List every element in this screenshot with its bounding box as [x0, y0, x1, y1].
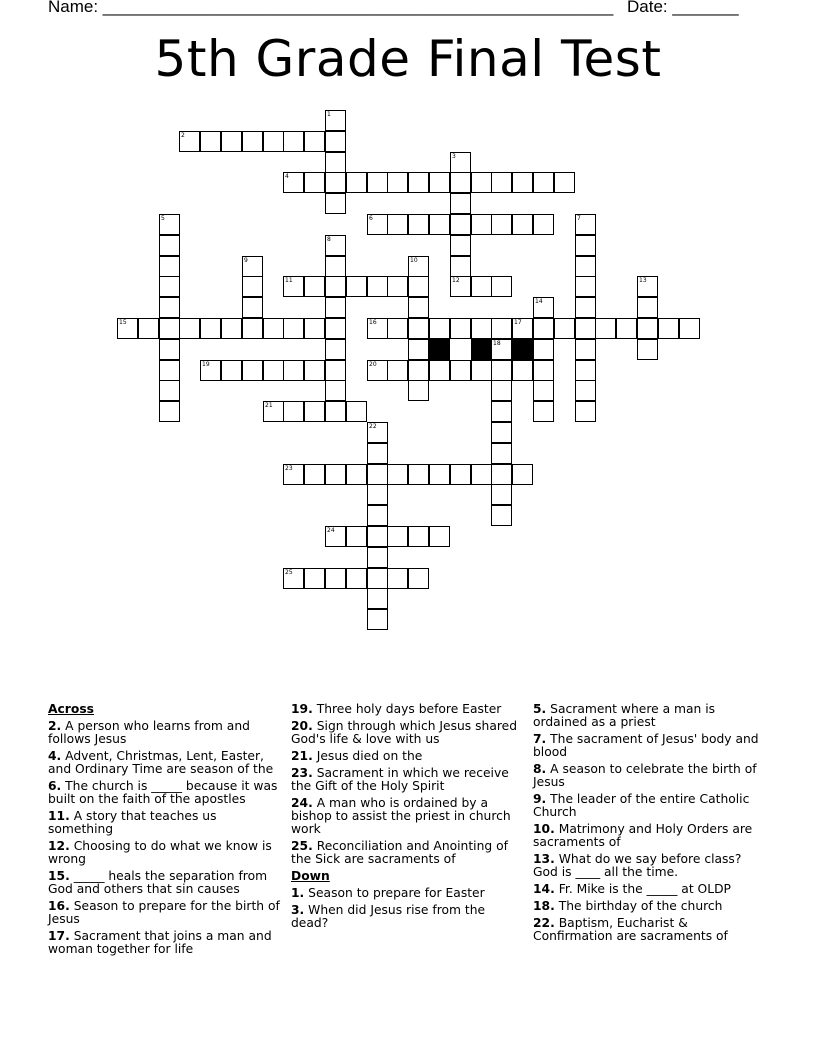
across-heading: Across — [48, 702, 94, 716]
grid-cell[interactable] — [325, 131, 346, 152]
grid-cell[interactable] — [367, 464, 388, 485]
grid-cell-number: 25 — [285, 569, 293, 576]
grid-cell-number: 12 — [452, 277, 460, 284]
grid-cell-number: 11 — [285, 277, 293, 284]
grid-cell[interactable] — [367, 505, 388, 526]
clue-across-19: 19. Three holy days before Easter — [291, 702, 502, 716]
grid-cell[interactable] — [429, 464, 450, 485]
grid-cell[interactable] — [387, 214, 408, 235]
grid-cell[interactable] — [408, 297, 429, 318]
clue-down-5: 5. Sacrament where a man is ordained as a priest — [533, 702, 716, 729]
grid-cell[interactable] — [533, 172, 554, 193]
grid-cell[interactable] — [429, 318, 450, 339]
clue-down-13: 13. What do we say before class? God is ____ all the time. — [533, 852, 742, 879]
grid-cell[interactable] — [637, 297, 658, 318]
grid-cell[interactable] — [283, 318, 304, 339]
grid-cell[interactable] — [575, 380, 596, 401]
grid-cell[interactable] — [367, 276, 388, 297]
grid-cell[interactable] — [179, 131, 200, 152]
grid-cell-number: 1 — [327, 111, 331, 118]
grid-cell[interactable] — [346, 276, 367, 297]
clue-down-10: 10. Matrimony and Holy Orders are sacraments of — [533, 822, 753, 849]
grid-cell[interactable] — [325, 235, 346, 256]
clue-across-12: 12. Choosing to do what we know is wrong — [48, 839, 272, 866]
grid-cell-black — [512, 339, 533, 360]
grid-cell-number: 14 — [535, 298, 543, 305]
grid-cell[interactable] — [387, 464, 408, 485]
grid-cell[interactable] — [512, 464, 533, 485]
grid-cell[interactable] — [263, 401, 284, 422]
grid-cell[interactable] — [533, 214, 554, 235]
grid-cell[interactable] — [575, 339, 596, 360]
grid-cell[interactable] — [387, 568, 408, 589]
grid-cell[interactable] — [408, 276, 429, 297]
grid-cell[interactable] — [304, 464, 325, 485]
grid-cell-number: 18 — [493, 340, 501, 347]
grid-cell[interactable] — [242, 318, 263, 339]
grid-cell[interactable] — [367, 568, 388, 589]
clue-across-2: 2. A person who learns from and follows Jesus — [48, 719, 250, 746]
grid-cell[interactable] — [304, 568, 325, 589]
grid-cell-number: 9 — [244, 257, 248, 264]
grid-cell[interactable] — [450, 276, 471, 297]
grid-cell[interactable] — [491, 505, 512, 526]
grid-cell[interactable] — [512, 360, 533, 381]
grid-cell[interactable] — [367, 172, 388, 193]
grid-cell[interactable] — [450, 152, 471, 173]
grid-cell[interactable] — [304, 360, 325, 381]
grid-cell[interactable] — [429, 360, 450, 381]
grid-cell[interactable] — [408, 380, 429, 401]
down-heading: Down — [291, 869, 330, 883]
grid-cell[interactable] — [367, 360, 388, 381]
grid-cell[interactable] — [491, 318, 512, 339]
clue-across-23: 23. Sacrament in which we receive the Gift of the Holy Spirit — [291, 766, 509, 793]
grid-cell-number: 21 — [265, 402, 273, 409]
grid-cell[interactable] — [491, 214, 512, 235]
grid-cell[interactable] — [387, 360, 408, 381]
clue-across-16: 16. Season to prepare for the birth of Jesus — [48, 899, 280, 926]
grid-cell[interactable] — [325, 297, 346, 318]
grid-cell-number: 22 — [369, 423, 377, 430]
grid-cell[interactable] — [491, 422, 512, 443]
grid-cell[interactable] — [325, 568, 346, 589]
grid-cell[interactable] — [533, 380, 554, 401]
grid-cell[interactable] — [429, 214, 450, 235]
grid-cell[interactable] — [429, 526, 450, 547]
grid-cell[interactable] — [304, 401, 325, 422]
grid-cell[interactable] — [450, 172, 471, 193]
grid-cell[interactable] — [637, 276, 658, 297]
grid-cell[interactable] — [283, 401, 304, 422]
grid-cell[interactable] — [304, 318, 325, 339]
grid-cell[interactable] — [450, 214, 471, 235]
grid-cell[interactable] — [325, 193, 346, 214]
grid-cell[interactable] — [575, 235, 596, 256]
grid-cell[interactable] — [325, 152, 346, 173]
clue-down-1: 1. Season to prepare for Easter — [291, 886, 485, 900]
grid-cell[interactable] — [408, 360, 429, 381]
name-line: Name: ______________________________________________________ — [48, 0, 614, 16]
grid-cell[interactable] — [512, 318, 533, 339]
grid-cell[interactable] — [200, 131, 221, 152]
grid-cell[interactable] — [346, 464, 367, 485]
clues-column-3 — [533, 700, 765, 943]
grid-cell[interactable] — [325, 172, 346, 193]
grid-cell[interactable] — [408, 526, 429, 547]
grid-cell-number: 17 — [514, 319, 522, 326]
date-line: Date: _______ — [627, 0, 739, 16]
grid-cell[interactable] — [325, 526, 346, 547]
grid-cell[interactable] — [242, 360, 263, 381]
grid-cell[interactable] — [367, 526, 388, 547]
grid-cell-number: 5 — [161, 215, 165, 222]
grid-cell[interactable] — [387, 318, 408, 339]
grid-cell[interactable] — [117, 318, 138, 339]
grid-cell[interactable] — [242, 256, 263, 277]
grid-cell[interactable] — [533, 339, 554, 360]
clue-across-17: 17. Sacrament that joins a man and woman together for life — [48, 929, 272, 956]
grid-cell[interactable] — [263, 360, 284, 381]
grid-cell[interactable] — [346, 568, 367, 589]
grid-cell[interactable] — [491, 276, 512, 297]
grid-cell[interactable] — [367, 443, 388, 464]
grid-cell-number: 3 — [452, 153, 456, 160]
clue-across-21: 21. Jesus died on the — [291, 749, 423, 763]
grid-cell-number: 20 — [369, 361, 377, 368]
grid-cell[interactable] — [491, 172, 512, 193]
grid-cell[interactable] — [325, 401, 346, 422]
grid-cell[interactable] — [325, 318, 346, 339]
grid-cell[interactable] — [491, 380, 512, 401]
grid-cell[interactable] — [575, 318, 596, 339]
grid-cell[interactable] — [263, 318, 284, 339]
grid-cell-number: 19 — [202, 361, 210, 368]
grid-cell[interactable] — [533, 360, 554, 381]
grid-cell[interactable] — [283, 464, 304, 485]
clue-down-14: 14. Fr. Mike is the _____ at OLDP — [533, 882, 731, 896]
grid-cell[interactable] — [408, 256, 429, 277]
grid-cell[interactable] — [595, 318, 616, 339]
grid-cell[interactable] — [367, 484, 388, 505]
grid-cell[interactable] — [471, 464, 492, 485]
grid-cell[interactable] — [367, 214, 388, 235]
grid-cell[interactable] — [491, 464, 512, 485]
grid-cell[interactable] — [159, 256, 180, 277]
grid-cell[interactable] — [408, 339, 429, 360]
grid-cell[interactable] — [575, 214, 596, 235]
grid-cell[interactable] — [450, 318, 471, 339]
grid-cell[interactable] — [346, 172, 367, 193]
grid-cell[interactable] — [575, 360, 596, 381]
grid-cell[interactable] — [325, 360, 346, 381]
grid-cell[interactable] — [679, 318, 700, 339]
grid-cell[interactable] — [367, 609, 388, 630]
grid-cell[interactable] — [159, 360, 180, 381]
grid-cell[interactable] — [200, 360, 221, 381]
grid-cell[interactable] — [471, 360, 492, 381]
grid-cell[interactable] — [491, 484, 512, 505]
grid-cell[interactable] — [554, 172, 575, 193]
grid-cell[interactable] — [387, 172, 408, 193]
grid-cell[interactable] — [221, 318, 242, 339]
grid-cell[interactable] — [408, 318, 429, 339]
clue-down-9: 9. The leader of the entire Catholic Church — [533, 792, 750, 819]
grid-cell[interactable] — [325, 339, 346, 360]
grid-cell[interactable] — [346, 526, 367, 547]
grid-cell[interactable] — [471, 318, 492, 339]
grid-cell[interactable] — [533, 297, 554, 318]
grid-cell-number: 10 — [410, 257, 418, 264]
grid-cell[interactable] — [387, 526, 408, 547]
grid-cell[interactable] — [325, 464, 346, 485]
grid-cell[interactable] — [471, 276, 492, 297]
grid-cell-black — [471, 339, 492, 360]
grid-cell[interactable] — [159, 380, 180, 401]
grid-cell[interactable] — [491, 443, 512, 464]
grid-cell[interactable] — [283, 131, 304, 152]
clue-down-3: 3. When did Jesus rise from the dead? — [291, 903, 486, 930]
grid-cell-number: 15 — [119, 319, 127, 326]
grid-cell[interactable] — [367, 422, 388, 443]
grid-cell[interactable] — [325, 256, 346, 277]
grid-cell[interactable] — [159, 318, 180, 339]
grid-cell[interactable] — [304, 172, 325, 193]
grid-cell[interactable] — [283, 172, 304, 193]
grid-cell[interactable] — [159, 214, 180, 235]
grid-cell[interactable] — [637, 339, 658, 360]
grid-cell-number: 24 — [327, 527, 335, 534]
grid-cell-number: 7 — [577, 215, 581, 222]
grid-cell[interactable] — [221, 131, 242, 152]
grid-cell[interactable] — [325, 380, 346, 401]
grid-cell[interactable] — [533, 318, 554, 339]
grid-cell[interactable] — [242, 131, 263, 152]
grid-cell[interactable] — [159, 297, 180, 318]
grid-cell[interactable] — [450, 235, 471, 256]
grid-cell[interactable] — [575, 401, 596, 422]
grid-cell[interactable] — [367, 547, 388, 568]
grid-cell[interactable] — [575, 276, 596, 297]
grid-cell[interactable] — [242, 297, 263, 318]
grid-cell[interactable] — [450, 360, 471, 381]
grid-cell[interactable] — [387, 276, 408, 297]
grid-cell[interactable] — [408, 464, 429, 485]
grid-cell[interactable] — [283, 568, 304, 589]
grid-cell[interactable] — [179, 318, 200, 339]
grid-cell-number: 6 — [369, 215, 373, 222]
grid-cell[interactable] — [512, 214, 533, 235]
grid-cell[interactable] — [367, 588, 388, 609]
grid-cell[interactable] — [554, 318, 575, 339]
grid-cell[interactable] — [304, 131, 325, 152]
clue-down-22: 22. Baptism, Eucharist & Confirmation are sacraments of — [533, 916, 728, 943]
grid-cell[interactable] — [575, 297, 596, 318]
clue-across-20: 20. Sign through which Jesus shared God's life & love with us — [291, 719, 518, 746]
page-title: 5th Grade Final Test — [154, 30, 662, 88]
grid-cell[interactable] — [408, 568, 429, 589]
grid-cell[interactable] — [283, 276, 304, 297]
grid-cell-number: 4 — [285, 173, 289, 180]
grid-cell-black — [429, 339, 450, 360]
clue-across-4: 4. Advent, Christmas, Lent, Easter, and Ordinary Time are season of the — [48, 749, 274, 776]
clue-across-25: 25. Reconciliation and Anointing of the Sick are sacraments of — [291, 839, 508, 866]
grid-cell[interactable] — [325, 110, 346, 131]
clue-down-7: 7. The sacrament of Jesus' body and blood — [533, 732, 759, 759]
grid-cell[interactable] — [471, 172, 492, 193]
grid-cell[interactable] — [159, 339, 180, 360]
grid-cell[interactable] — [346, 401, 367, 422]
grid-cell[interactable] — [159, 401, 180, 422]
grid-cell[interactable] — [242, 276, 263, 297]
grid-cell[interactable] — [575, 256, 596, 277]
clue-down-8: 8. A season to celebrate the birth of Jesus — [533, 762, 757, 789]
clue-across-11: 11. A story that teaches us something — [48, 809, 217, 836]
grid-cell-number: 8 — [327, 236, 331, 243]
grid-cell-number: 2 — [181, 132, 185, 139]
grid-cell-number: 23 — [285, 465, 293, 472]
grid-cell[interactable] — [637, 318, 658, 339]
grid-cell[interactable] — [450, 193, 471, 214]
clues-column-1 — [48, 700, 280, 956]
grid-cell[interactable] — [283, 360, 304, 381]
clue-across-6: 6. The church is _____ because it was built on the faith of the apostles — [48, 779, 278, 806]
grid-cell-number: 13 — [639, 277, 647, 284]
grid-cell-number: 16 — [369, 319, 377, 326]
grid-cell[interactable] — [491, 360, 512, 381]
grid-cell[interactable] — [159, 276, 180, 297]
grid-cell[interactable] — [658, 318, 679, 339]
grid-cell[interactable] — [512, 172, 533, 193]
grid-cell[interactable] — [616, 318, 637, 339]
clue-across-24: 24. A man who is ordained by a bishop to assist the priest in church work — [291, 796, 511, 836]
clues-column-2 — [291, 700, 523, 930]
grid-cell[interactable] — [533, 401, 554, 422]
grid-cell[interactable] — [159, 235, 180, 256]
grid-cell[interactable] — [408, 172, 429, 193]
grid-cell[interactable] — [450, 256, 471, 277]
grid-cell[interactable] — [471, 214, 492, 235]
grid-cell[interactable] — [429, 172, 450, 193]
grid-cell[interactable] — [367, 318, 388, 339]
grid-cell[interactable] — [138, 318, 159, 339]
grid-cell[interactable] — [408, 214, 429, 235]
grid-cell[interactable] — [325, 276, 346, 297]
grid-cell[interactable] — [200, 318, 221, 339]
grid-cell[interactable] — [304, 276, 325, 297]
grid-cell[interactable] — [221, 360, 242, 381]
clue-down-18: 18. The birthday of the church — [533, 899, 723, 913]
grid-cell[interactable] — [450, 464, 471, 485]
grid-cell[interactable] — [491, 401, 512, 422]
grid-cell[interactable] — [491, 339, 512, 360]
grid-cell[interactable] — [263, 131, 284, 152]
clue-across-15: 15. _____ heals the separation from God and others that sin causes — [48, 869, 268, 896]
